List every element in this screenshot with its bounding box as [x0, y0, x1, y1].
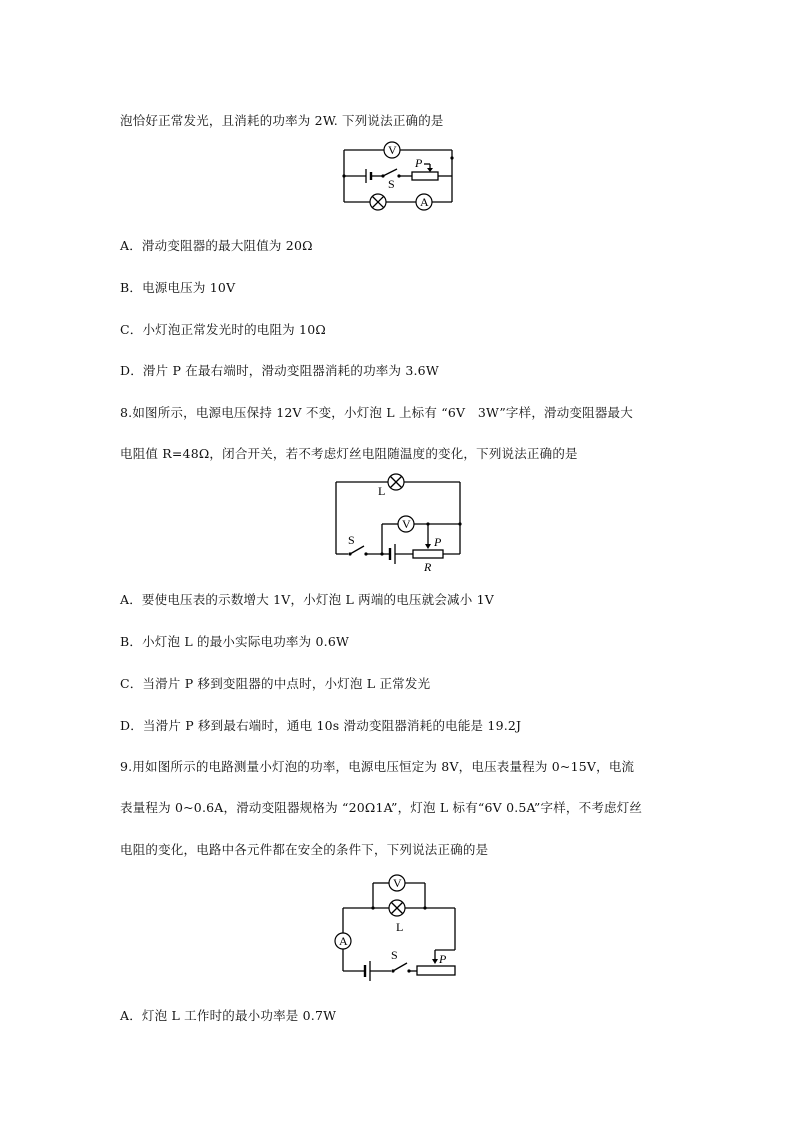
q8-stem-line-1: 8.如图所示，电源电压保持 12V 不变，小灯泡 L 上标有 “6V 3W”字样，滑动变阻器最大	[120, 405, 633, 420]
q8-circuit-diagram	[328, 470, 473, 575]
q9-circuit-diagram	[325, 865, 470, 985]
q7-circuit-diagram	[330, 136, 470, 216]
q9-slider-label: P	[439, 952, 447, 966]
q8-option-b: B．小灯泡 L 的最小实际电功率为 0.6W	[120, 634, 350, 649]
q8-lamp-label: L	[378, 484, 386, 498]
q9-lamp-label: L	[396, 920, 404, 934]
q9-voltmeter-label: V	[393, 876, 402, 890]
q8-resistor-label: R	[424, 560, 432, 574]
q7-switch-label: S	[388, 177, 395, 191]
q8-stem-line-2: 电阻值 R=48Ω，闭合开关，若不考虑灯丝电阻随温度的变化，下列说法正确的是	[120, 446, 578, 461]
q7-voltmeter-label: V	[388, 143, 397, 157]
q7-stem-tail: 泡恰好正常发光，且消耗的功率为 2W. 下列说法正确的是	[120, 113, 444, 128]
q9-stem-line-2: 表量程为 0~0.6A，滑动变阻器规格为 “20Ω1A”，灯泡 L 标有“6V 0.5A”字样，不考虑灯丝	[120, 800, 643, 815]
q7-option-a: A．滑动变阻器的最大阻值为 20Ω	[120, 238, 313, 253]
q9-stem-line-1: 9.用如图所示的电路测量小灯泡的功率，电源电压恒定为 8V，电压表量程为 0~15V，电流	[120, 759, 635, 774]
q7-ammeter-label: A	[420, 195, 429, 209]
q9-ammeter-label: A	[339, 934, 348, 948]
q8-option-c: C．当滑片 P 移到变阻器的中点时，小灯泡 L 正常发光	[120, 676, 431, 691]
q8-slider-label: P	[434, 535, 442, 549]
q9-option-a: A．灯泡 L 工作时的最小功率是 0.7W	[120, 1008, 337, 1023]
q7-slider-label: P	[415, 156, 423, 170]
q9-switch-label: S	[391, 948, 398, 962]
q8-switch-label: S	[348, 533, 355, 547]
q7-option-c: C．小灯泡正常发光时的电阻为 10Ω	[120, 322, 326, 337]
q7-option-b: B．电源电压为 10V	[120, 280, 236, 295]
q9-stem-line-3: 电阻的变化，电路中各元件都在安全的条件下，下列说法正确的是	[120, 842, 489, 857]
q7-option-d: D．滑片 P 在最右端时，滑动变阻器消耗的功率为 3.6W	[120, 363, 439, 378]
q8-voltmeter-label: V	[402, 517, 411, 531]
q8-option-a: A．要使电压表的示数增大 1V，小灯泡 L 两端的电压就会减小 1V	[120, 592, 494, 607]
q8-option-d: D．当滑片 P 移到最右端时，通电 10s 滑动变阻器消耗的电能是 19.2J	[120, 718, 522, 733]
